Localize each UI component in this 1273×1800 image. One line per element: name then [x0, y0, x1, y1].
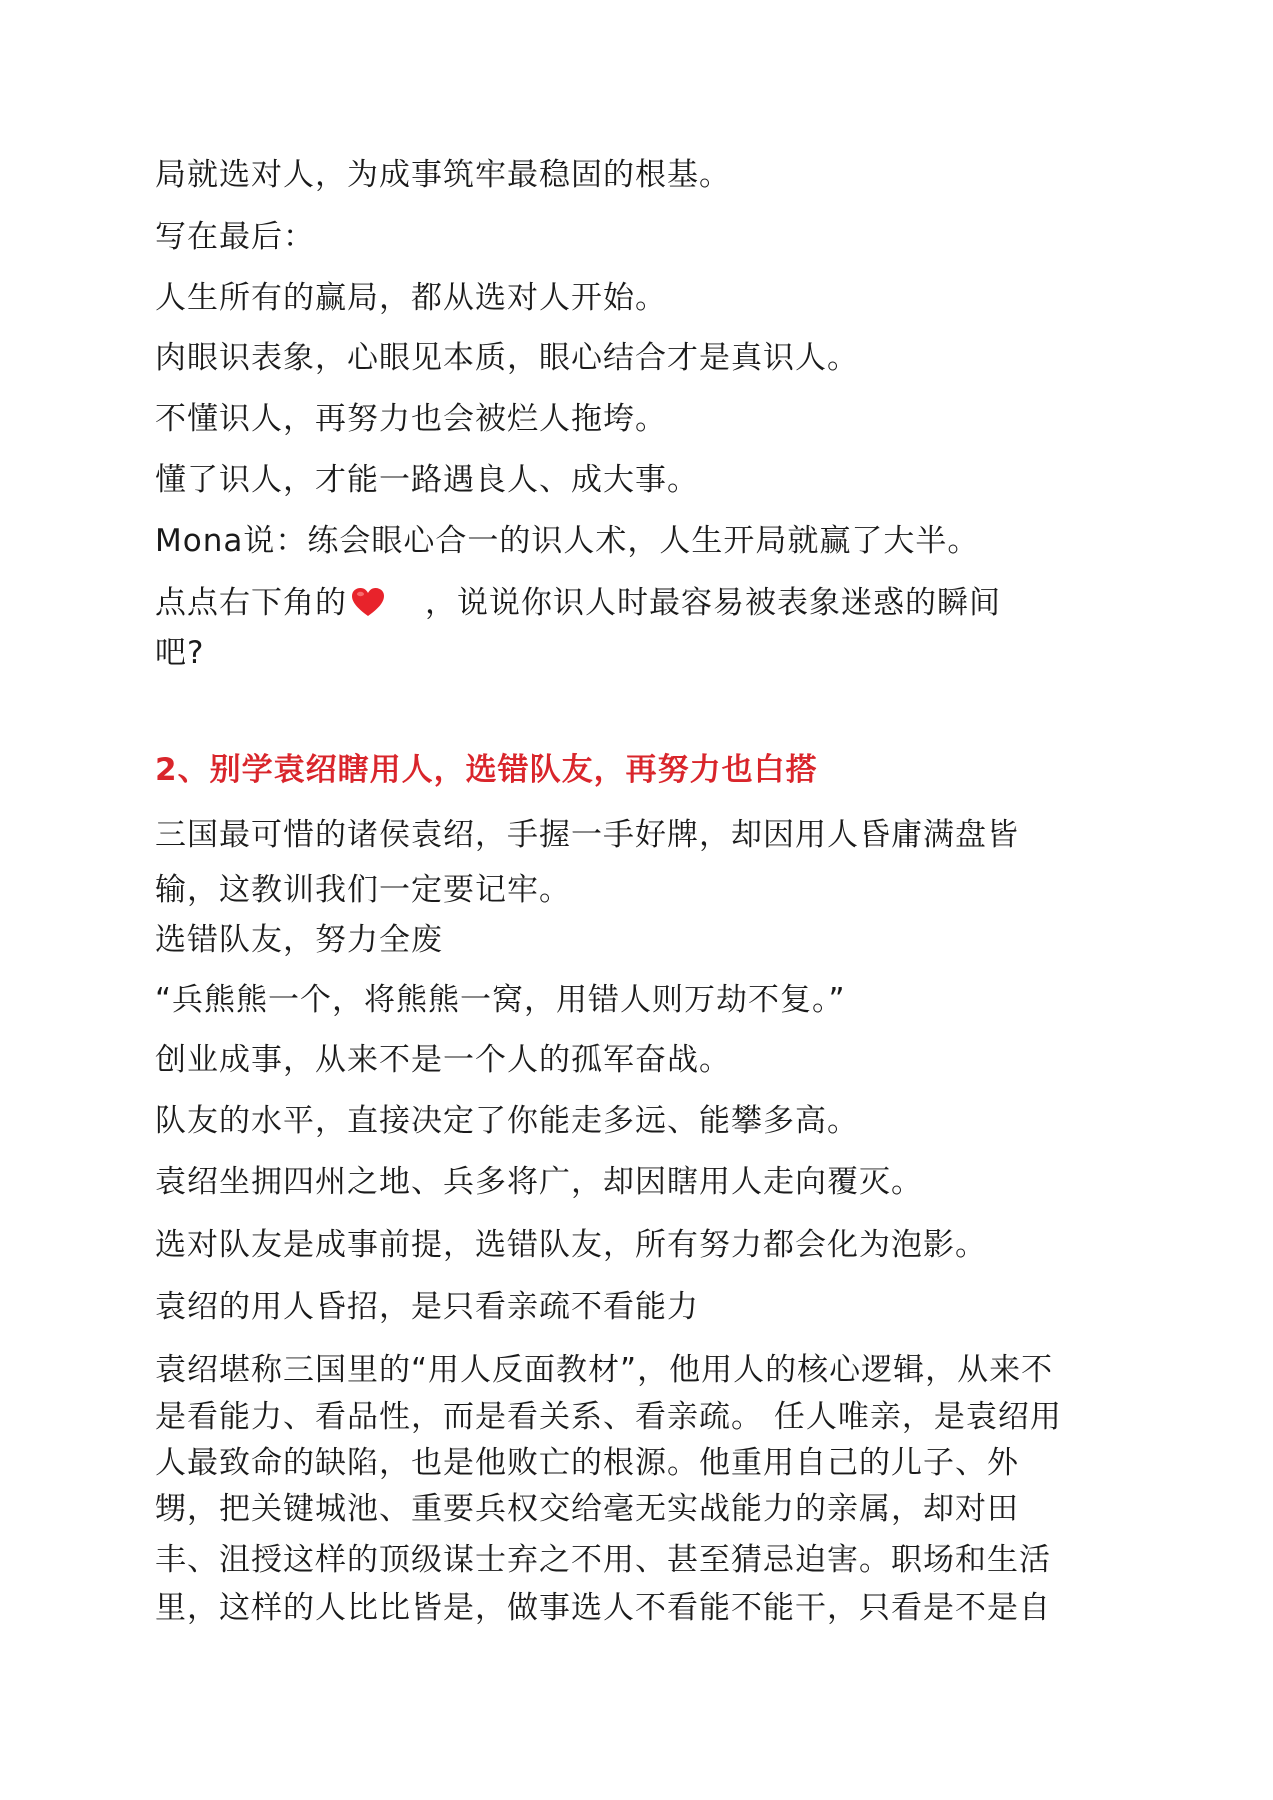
paragraph-line: 丰、沮授这样的顶级谋士弃之不用、甚至猜忌迫害。职场和生活: [155, 1542, 1051, 1578]
paragraph-line: 写在最后：: [155, 219, 315, 255]
paragraph-line: 局就选对人，为成事筑牢最稳固的根基。: [155, 157, 731, 193]
section-heading: 2、别学袁绍瞎用人，选错队友，再努力也白搭: [155, 752, 818, 788]
cta-text-after: ，说说你识人时最容易被表象迷惑的瞬间: [425, 585, 1001, 621]
paragraph-line: 输，这教训我们一定要记牢。: [155, 872, 571, 908]
quote-line: “兵熊熊一个，将熊熊一窝，用错人则万劫不复。”: [155, 982, 846, 1018]
paragraph-line: 吧?: [155, 635, 205, 671]
paragraph-line: 队友的水平，直接决定了你能走多远、能攀多高。: [155, 1103, 859, 1139]
paragraph-line: 懂了识人，才能一路遇良人、成大事。: [155, 462, 699, 498]
paragraph-line: 是看能力、看品性，而是看关系、看亲疏。 任人唯亲，是袁绍用: [155, 1399, 1062, 1435]
heart-icon: [351, 587, 385, 617]
paragraph-line: 人生所有的赢局，都从选对人开始。: [155, 280, 667, 316]
cta-text-before: 点点右下角的: [155, 585, 347, 621]
paragraph-line: 袁绍坐拥四州之地、兵多将广，却因瞎用人走向覆灭。: [155, 1164, 923, 1200]
cta-line: [155, 583, 1135, 623]
paragraph-line: 创业成事，从来不是一个人的孤军奋战。: [155, 1042, 731, 1078]
paragraph-line: 人最致命的缺陷，也是他败亡的根源。他重用自己的儿子、外: [155, 1445, 1019, 1481]
subheading-line: 选错队友，努力全废: [155, 922, 443, 958]
subheading-line: 袁绍的用人昏招，是只看亲疏不看能力: [155, 1289, 699, 1325]
paragraph-line: 袁绍堪称三国里的“用人反面教材”，他用人的核心逻辑，从来不: [155, 1352, 1054, 1388]
paragraph-line: 三国最可惜的诸侯袁绍，手握一手好牌，却因用人昏庸满盘皆: [155, 817, 1019, 853]
paragraph-line: 甥，把关键城池、重要兵权交给毫无实战能力的亲属，却对田: [155, 1491, 1019, 1527]
paragraph-line: 里，这样的人比比皆是，做事选人不看能不能干，只看是不是自: [155, 1590, 1051, 1626]
paragraph-line: 不懂识人，再努力也会被烂人拖垮。: [155, 401, 667, 437]
paragraph-line: 肉眼识表象，心眼见本质，眼心结合才是真识人。: [155, 340, 859, 376]
paragraph-line: Mona说：练会眼心合一的识人术，人生开局就赢了大半。: [155, 523, 980, 559]
paragraph-line: 选对队友是成事前提，选错队友，所有努力都会化为泡影。: [155, 1227, 987, 1263]
